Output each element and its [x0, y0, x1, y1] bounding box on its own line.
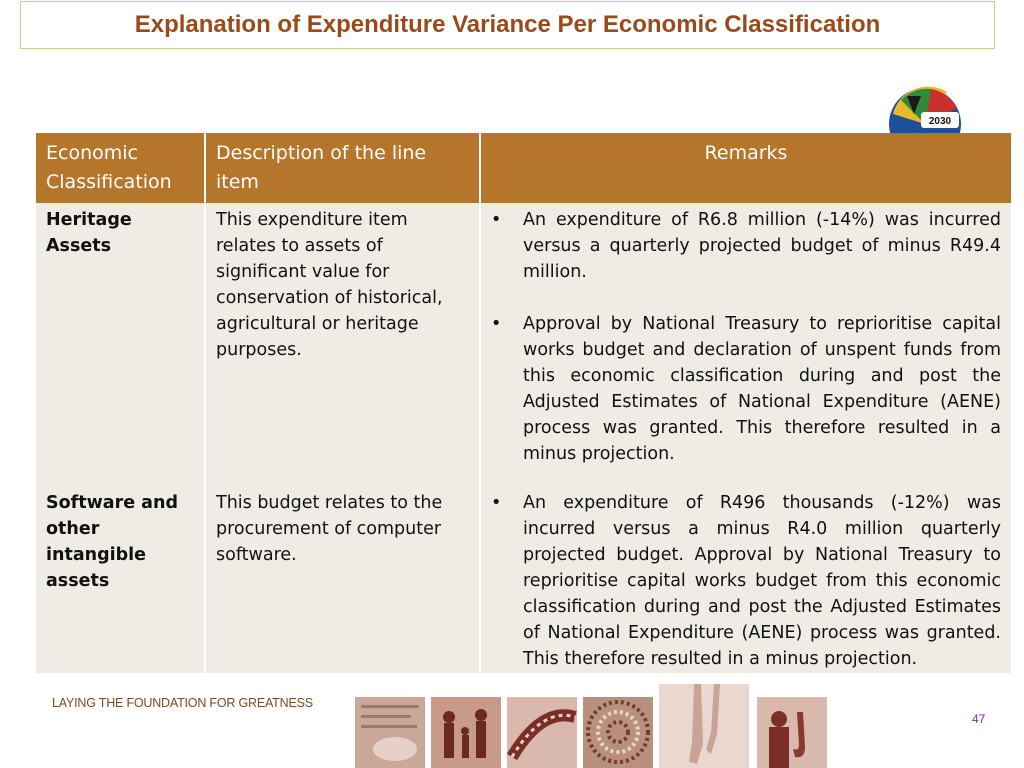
- page-title: Explanation of Expenditure Variance Per Economic Classification: [134, 11, 881, 38]
- film-reel-photo: [507, 697, 577, 768]
- footer-tagline: LAYING THE FOUNDATION FOR GREATNESS: [52, 696, 313, 710]
- header-economic-classification: Economic Classification: [36, 133, 205, 203]
- beadwork-pattern-photo: [583, 697, 653, 768]
- remarks-cell: [480, 486, 1011, 674]
- handwriting-photo: [355, 697, 425, 768]
- family-silhouette-photo: [431, 697, 501, 768]
- saxophone-player-photo: [757, 697, 827, 768]
- table-row: [36, 203, 1011, 486]
- description-cell: This budget relates to the procurement of computer software.: [205, 486, 480, 674]
- logo-year: 2030: [928, 116, 952, 127]
- ballet-shoes-photo: [659, 684, 749, 768]
- header-description: Description of the line item: [205, 133, 480, 203]
- classification-cell: Heritage Assets: [36, 203, 205, 486]
- title-box: [20, 1, 995, 49]
- variance-table: [36, 133, 1011, 673]
- page-number: 47: [972, 712, 986, 726]
- remarks-cell: [480, 203, 1011, 486]
- classification-cell: Software and other intangible assets: [36, 486, 205, 674]
- table-row: [36, 486, 1011, 674]
- description-cell: This expenditure item relates to assets of significant value for conservation of historical, agricultural or heritage purposes.: [205, 203, 480, 486]
- remark-bullet: • Approval by National Treasury to reprioritise capital works budget and declaration of unspent funds from this economic classification during and post the Adjusted Estimates of National Expenditure (AENE) process was granted. This therefore resulted in a minus projection.: [491, 311, 1001, 467]
- ndp-2030-logo: [887, 84, 963, 134]
- header-remarks: Remarks: [480, 133, 1011, 203]
- table-header-row: [36, 133, 1011, 203]
- remark-bullet: • An expenditure of R6.8 million (-14%) was incurred versus a quarterly projected budget of minus R49.4 million.: [491, 207, 1001, 285]
- remark-bullet: • An expenditure of R496 thousands (-12%) was incurred versus a minus R4.0 million quarterly projected budget. Approval by National Treasury to reprioritise capital works budget from this economic classification during and post the Adjusted Estimates of National Expenditure (AENE) process was granted. This therefore resulted in a minus projection.: [491, 490, 1001, 672]
